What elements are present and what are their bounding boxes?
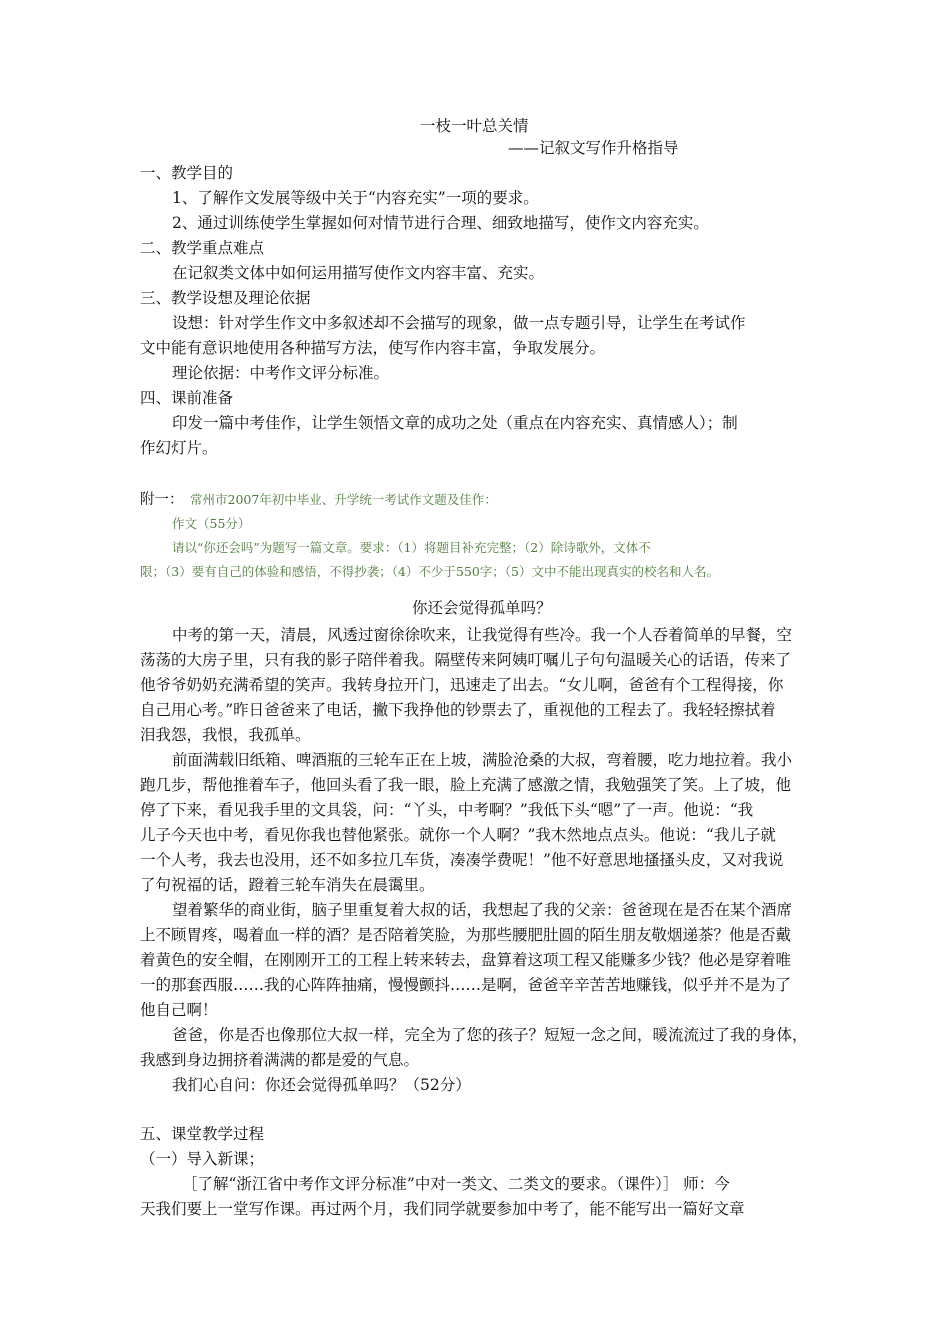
essay-line: 一个人考，我去也没用，还不如多拉几车货，凑凑学费呢！”他不好意思地搔搔头皮，又对我说 xyxy=(140,851,784,869)
section-4-heading: 四、课前准备 xyxy=(140,389,234,407)
appendix-line: 作文（55分） xyxy=(172,516,251,531)
essay-line: 望着繁华的商业街，脑子里重复着大叔的话，我想起了我的父亲：爸爸现在是否在某个酒席 xyxy=(172,901,793,919)
essay-line: 他爷爷奶奶充满希望的笑声。我转身拉开门，迅速走了出去。“女儿啊，爸爸有个工程得接，你 xyxy=(140,676,784,694)
appendix-line: 限；（3）要有自己的体验和感悟，不得抄袭；（4）不少于550字；（5）文中不能出现真实的校名和人名。 xyxy=(140,564,719,579)
section-1-heading: 一、教学目的 xyxy=(140,164,234,182)
section-1-item: 1、了解作文发展等级中关于“内容充实”一项的要求。 xyxy=(172,189,539,207)
appendix-line: 常州市2007年初中毕业、升学统一考试作文题及佳作： xyxy=(190,492,497,507)
section-3-line: 理论依据：中考作文评分标准。 xyxy=(172,364,390,382)
essay-line: 儿子今天也中考，看见你我也替他紧张。就你一个人啊？”我木然地点点头。他说：“我儿子就 xyxy=(140,826,776,844)
essay-line: 着黄色的安全帽，在刚刚开工的工程上转来转去，盘算着这项工程又能赚多少钱？他必是穿着唯 xyxy=(140,951,792,969)
section-2-heading: 二、教学重点难点 xyxy=(140,239,265,257)
section-3-line: 文中能有意识地使用各种描写方法，使写作内容丰富，争取发展分。 xyxy=(140,339,606,357)
appendix-line: 请以“你还会吗”为题写一篇文章。要求：（1）将题目补充完整；（2）除诗歌外，文体不 xyxy=(172,540,651,555)
section-4-line: 印发一篇中考佳作，让学生领悟文章的成功之处（重点在内容充实、真情感人）；制 xyxy=(172,414,738,432)
appendix-label: 附一： xyxy=(140,492,184,508)
doc-subtitle: ——记叙文写作升格指导 xyxy=(508,139,679,157)
essay-line: 自己用心考。”昨日爸爸来了电话，撇下我挣他的钞票去了，重视他的工程去了。我轻轻擦拭着 xyxy=(140,701,776,719)
doc-title: 一枝一叶总关情 xyxy=(420,117,529,135)
essay-line: 了句祝福的话，蹬着三轮车消失在晨霭里。 xyxy=(140,876,435,894)
section-5-sub: （一）导入新课； xyxy=(140,1150,265,1168)
essay-line: 停了下来，看见我手里的文具袋，问：“丫头，中考啊？”我低下头“嗯”了一声。他说：“我 xyxy=(140,801,754,819)
essay-line: 前面满载旧纸箱、啤酒瓶的三轮车正在上坡，满脸沧桑的大叔，弯着腰，吃力地拉着。我小 xyxy=(172,751,793,769)
essay-line: 上不顾胃疼，喝着血一样的酒？是否陪着笑脸，为那些腰肥肚圆的陌生朋友敬烟递茶？他是否戴 xyxy=(140,926,792,944)
essay-line: 泪我怨，我恨，我孤单。 xyxy=(140,726,311,744)
section-3-line: 设想：针对学生作文中多叙述却不会描写的现象，做一点专题引导，让学生在考试作 xyxy=(172,314,746,332)
essay-line: 爸爸，你是否也像那位大叔一样，完全为了您的孩子？短短一念之间，暖流流过了我的身体， xyxy=(172,1026,808,1044)
section-5-line: 天我们要上一堂写作课。再过两个月，我们同学就要参加中考了，能不能写出一篇好文章 xyxy=(140,1200,745,1218)
section-2-text: 在记叙类文体中如何运用描写使作文内容丰富、充实。 xyxy=(172,264,545,282)
section-5-heading: 五、课堂教学过程 xyxy=(140,1125,265,1143)
essay-line: 中考的第一天，清晨，风透过窗徐徐吹来，让我觉得有些冷。我一个人吞着简单的早餐，空 xyxy=(172,626,793,644)
essay-line: 荡荡的大房子里，只有我的影子陪伴着我。隔壁传来阿姨叮嘱儿子句句温暖关心的话语，传来了 xyxy=(140,651,792,669)
essay-line: 我感到身边拥挤着满满的都是爱的气息。 xyxy=(140,1051,420,1069)
essay-line: 跑几步，帮他推着车子，他回头看了我一眼，脸上充满了感激之情，我勉强笑了笑。上了坡，他 xyxy=(140,776,792,794)
section-3-heading: 三、教学设想及理论依据 xyxy=(140,289,311,307)
essay-line: 一的那套西服……我的心阵阵抽痛，慢慢颤抖……是啊，爸爸辛辛苦苦地赚钱，似乎并不是为了 xyxy=(140,976,792,994)
essay-title: 你还会觉得孤单吗？ xyxy=(412,599,552,617)
essay-line: 我扪心自问：你还会觉得孤单吗？（52分） xyxy=(172,1076,471,1094)
essay-line: 他自己啊！ xyxy=(140,1001,218,1019)
section-4-line: 作幻灯片。 xyxy=(140,439,218,457)
section-5-line: ［了解“浙江省中考作文评分标准”中对一类文、二类文的要求。（课件）］ 师：今 xyxy=(182,1175,730,1193)
section-1-item: 2、通过训练使学生掌握如何对情节进行合理、细致地描写，使作文内容充实。 xyxy=(172,214,709,232)
